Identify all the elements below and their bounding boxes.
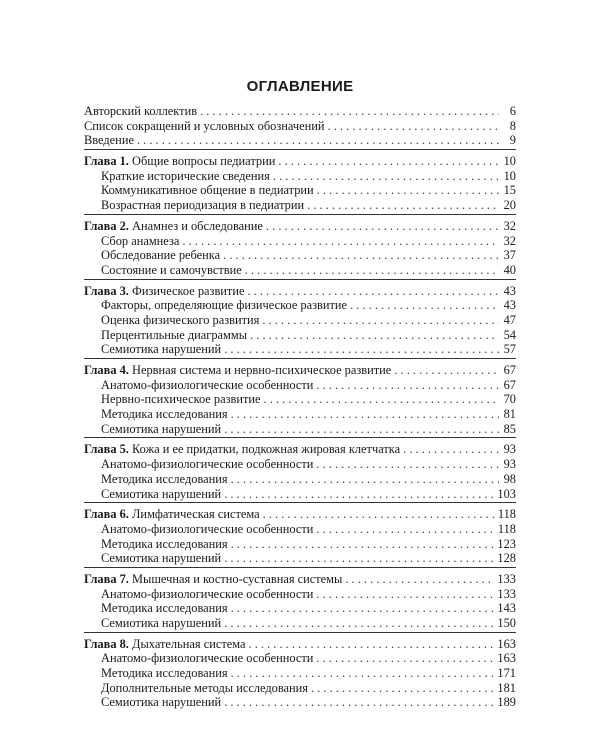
toc-entry-text	[101, 422, 221, 437]
toc-entry-text	[101, 695, 221, 710]
dot-leader	[247, 284, 499, 299]
toc-entry[interactable]	[84, 587, 516, 602]
page-number: 32	[503, 218, 516, 233]
page-number: 133	[497, 571, 516, 586]
dot-leader	[224, 422, 499, 437]
page-number: 133	[497, 586, 516, 601]
page-number: 9	[509, 133, 516, 148]
page-number: 37	[503, 248, 516, 263]
toc-entry-label: Анатомо-физиологические особенности	[101, 457, 314, 472]
chapter-number: Глава 2.	[84, 218, 129, 233]
page-number: 54	[503, 327, 516, 342]
page-number: 40	[503, 262, 516, 277]
toc-entry-text	[101, 248, 220, 263]
toc-entry[interactable]	[84, 198, 516, 213]
dot-leader	[317, 183, 499, 198]
toc-chapter-heading[interactable]	[84, 442, 516, 457]
toc-entry[interactable]	[84, 537, 516, 552]
toc-entry[interactable]	[84, 681, 516, 696]
dot-leader	[316, 651, 494, 666]
dot-leader	[328, 119, 499, 134]
toc-entry-label: Семиотика нарушений	[101, 616, 222, 630]
dot-leader	[249, 637, 495, 652]
toc-chapter-heading[interactable]	[84, 219, 516, 234]
page-number: 118	[497, 521, 516, 536]
toc-entry-label: Анатомо-физиологические особенности	[101, 651, 314, 666]
chapter-number: Глава 1.	[84, 154, 129, 169]
toc-chapter-block	[84, 149, 516, 214]
table-of-contents	[84, 104, 516, 711]
toc-entry[interactable]	[84, 392, 516, 407]
toc-entry-text	[101, 651, 313, 666]
page-number: 93	[503, 457, 516, 472]
page-number: 67	[503, 363, 516, 377]
toc-entry-label: Методика исследования	[101, 471, 228, 486]
toc-entry-text	[101, 234, 179, 249]
toc-front-matter-block	[84, 104, 516, 149]
toc-entry[interactable]	[84, 472, 516, 487]
page-number: 43	[503, 298, 516, 313]
dot-leader	[350, 298, 499, 313]
toc-entry-text	[101, 169, 270, 184]
toc-chapter-heading[interactable]	[84, 284, 516, 299]
page-number: 67	[503, 377, 516, 392]
page-number: 150	[497, 616, 516, 630]
page-number: 85	[503, 421, 516, 436]
dot-leader	[263, 507, 495, 522]
toc-entry-label: Нервная система и нервно-психическое развитие	[132, 363, 392, 377]
toc-entry-text	[84, 104, 197, 119]
dot-leader	[345, 572, 494, 587]
toc-entry[interactable]	[84, 666, 516, 681]
toc-entry-label: Методика исследования	[101, 601, 228, 616]
chapter-number: Глава 8.	[84, 636, 129, 651]
toc-entry[interactable]	[84, 248, 516, 263]
chapter-number: Глава 5.	[84, 442, 129, 457]
toc-entry[interactable]	[84, 407, 516, 422]
toc-entry-text	[101, 457, 313, 472]
toc-entry-label: Перцентильные диаграммы	[101, 327, 248, 342]
toc-entry-text	[84, 119, 325, 134]
toc-entry-label: Обследование ребенка	[101, 248, 221, 263]
toc-entry-text	[84, 154, 275, 169]
dot-leader	[250, 328, 499, 343]
page-number: 10	[503, 168, 516, 183]
toc-entry[interactable]	[84, 119, 516, 134]
toc-chapter-block	[84, 437, 516, 502]
dot-leader	[200, 104, 499, 119]
toc-entry[interactable]	[84, 183, 516, 198]
toc-chapter-block	[84, 502, 516, 567]
dot-leader	[266, 219, 499, 234]
toc-entry-label: Возрастная периодизация в педиатрии	[101, 198, 305, 213]
dot-leader	[264, 392, 499, 407]
page-number: 93	[503, 442, 516, 457]
toc-entry[interactable]	[84, 104, 516, 119]
toc-entry-label: Анамнез и обследование	[132, 218, 263, 233]
toc-entry-label: Мышечная и костно-суставная системы	[132, 571, 343, 586]
dot-leader	[316, 587, 494, 602]
toc-entry[interactable]	[84, 298, 516, 313]
page-number: 163	[497, 651, 516, 666]
chapter-number: Глава 4.	[84, 363, 129, 377]
toc-entry[interactable]	[84, 342, 516, 357]
toc-chapter-block	[84, 279, 516, 358]
page-number: 143	[497, 601, 516, 616]
dot-leader	[273, 169, 499, 184]
toc-entry-label: Авторский коллектив	[84, 104, 198, 118]
toc-entry-text	[101, 551, 221, 566]
toc-entry-label: Физическое развитие	[132, 283, 245, 298]
toc-entry[interactable]	[84, 234, 516, 249]
dot-leader	[231, 601, 495, 616]
toc-entry-label: Семиотика нарушений	[101, 551, 222, 566]
toc-chapter-block	[84, 214, 516, 279]
toc-entry-label: Оценка физического развития	[101, 312, 260, 327]
toc-entry-text	[101, 392, 261, 407]
page-number: 171	[497, 666, 516, 681]
toc-entry[interactable]	[84, 695, 516, 710]
page-number: 8	[509, 118, 516, 133]
toc-entry-text	[101, 681, 308, 696]
toc-chapter-heading[interactable]	[84, 637, 516, 652]
toc-entry-text	[84, 507, 260, 522]
toc-entry[interactable]	[84, 487, 516, 502]
toc-entry-text	[84, 572, 342, 587]
dot-leader	[307, 198, 499, 213]
toc-chapter-heading[interactable]	[84, 363, 516, 378]
toc-entry-label: Семиотика нарушений	[101, 421, 222, 436]
page-number: 20	[503, 198, 516, 213]
dot-leader	[223, 248, 499, 263]
toc-entry-label: Дыхательная система	[132, 636, 246, 651]
toc-entry-label: Краткие исторические сведения	[101, 168, 270, 183]
toc-entry-label: Кожа и ее придатки, подкожная жировая клетчатка	[132, 442, 401, 457]
toc-entry[interactable]	[84, 422, 516, 437]
toc-entry[interactable]	[84, 616, 516, 631]
toc-entry-text	[84, 284, 244, 299]
page-number: 57	[503, 342, 516, 357]
toc-entry-label: Семиотика нарушений	[101, 486, 222, 501]
toc-entry-label: Коммуникативное общение в педиатрии	[101, 183, 314, 198]
page-number: 181	[497, 680, 516, 695]
toc-entry-text	[101, 601, 228, 616]
toc-entry-label: Факторы, определяющие физическое развитие	[101, 298, 348, 313]
page-number: 32	[503, 233, 516, 248]
dot-leader	[278, 154, 499, 169]
toc-entry-text	[101, 666, 228, 681]
toc-entry-text	[101, 522, 313, 537]
toc-entry-text	[101, 328, 247, 343]
page-number: 10	[503, 154, 516, 169]
toc-entry-text	[101, 313, 259, 328]
toc-entry[interactable]	[84, 522, 516, 537]
page-number: 6	[509, 104, 516, 118]
toc-entry-text	[101, 342, 221, 357]
toc-chapter-heading[interactable]	[84, 572, 516, 587]
toc-entry-text	[101, 472, 228, 487]
toc-entry-text	[84, 133, 134, 148]
toc-entry[interactable]	[84, 133, 516, 148]
toc-chapter-block	[84, 358, 516, 437]
chapter-number: Глава 6.	[84, 507, 129, 522]
toc-chapter-block	[84, 632, 516, 711]
toc-entry[interactable]	[84, 551, 516, 566]
toc-entry-label: Список сокращений и условных обозначений	[84, 118, 325, 133]
dot-leader	[231, 407, 499, 422]
dot-leader	[262, 313, 499, 328]
toc-entry-label: Семиотика нарушений	[101, 342, 222, 357]
dot-leader	[316, 457, 499, 472]
toc-entry-text	[101, 537, 228, 552]
toc-entry-text	[101, 183, 314, 198]
dot-leader	[137, 133, 499, 148]
chapter-number: Глава 7.	[84, 571, 129, 586]
toc-chapter-block	[84, 567, 516, 632]
toc-entry-label: Состояние и самочувствие	[101, 262, 242, 277]
dot-leader	[224, 695, 494, 710]
page-title: ОГЛАВЛЕНИЕ	[246, 78, 354, 95]
toc-entry-label: Сбор анамнеза	[101, 233, 180, 248]
toc-entry-text	[84, 219, 263, 234]
toc-entry-text	[84, 442, 400, 457]
page-number: 43	[503, 283, 516, 298]
dot-leader	[224, 616, 494, 631]
toc-entry-label: Общие вопросы педиатрии	[132, 154, 276, 169]
toc-entry-label: Анатомо-физиологические особенности	[101, 377, 314, 392]
dot-leader	[231, 472, 499, 487]
toc-chapter-heading[interactable]	[84, 154, 516, 169]
toc-entry[interactable]	[84, 457, 516, 472]
toc-entry-label: Лимфатическая система	[132, 507, 260, 522]
dot-leader	[231, 666, 495, 681]
dot-leader	[394, 363, 499, 378]
toc-entry-text	[101, 587, 313, 602]
toc-entry[interactable]	[84, 601, 516, 616]
dot-leader	[245, 263, 499, 278]
toc-entry[interactable]	[84, 263, 516, 278]
toc-entry-text	[101, 198, 304, 213]
dot-leader	[224, 342, 499, 357]
toc-entry-text	[101, 616, 221, 631]
toc-entry-text	[101, 263, 242, 278]
page-number: 15	[503, 183, 516, 198]
page-number: 163	[497, 636, 516, 651]
chapter-number: Глава 3.	[84, 283, 129, 298]
toc-entry-label: Методика исследования	[101, 536, 228, 551]
dot-leader	[182, 234, 499, 249]
dot-leader	[231, 537, 495, 552]
dot-leader	[224, 551, 494, 566]
toc-entry[interactable]	[84, 169, 516, 184]
page-number: 118	[497, 507, 516, 522]
page-number: 81	[503, 407, 516, 422]
dot-leader	[403, 442, 499, 457]
toc-entry-label: Методика исследования	[101, 407, 228, 422]
page-number: 189	[497, 695, 516, 710]
toc-entry-label: Введение	[84, 133, 134, 148]
dot-leader	[316, 378, 499, 393]
toc-entry-text	[84, 363, 391, 378]
toc-entry[interactable]	[84, 651, 516, 666]
toc-entry-label: Семиотика нарушений	[101, 695, 222, 710]
toc-entry-text	[84, 637, 246, 652]
dot-leader	[311, 681, 494, 696]
toc-entry-label: Анатомо-физиологические особенности	[101, 521, 314, 536]
toc-entry-text	[101, 487, 221, 502]
page-number: 98	[503, 471, 516, 486]
toc-entry[interactable]	[84, 313, 516, 328]
page-number: 47	[503, 312, 516, 327]
page-number: 128	[497, 551, 516, 566]
toc-entry-text	[101, 407, 228, 422]
toc-entry-text	[101, 378, 313, 393]
toc-entry-label: Нервно-психическое развитие	[101, 392, 261, 407]
toc-entry-label: Дополнительные методы исследования	[101, 680, 309, 695]
toc-entry-text	[101, 298, 347, 313]
toc-entry[interactable]	[84, 378, 516, 393]
dot-leader	[224, 487, 494, 502]
toc-entry[interactable]	[84, 328, 516, 343]
toc-entry-label: Методика исследования	[101, 666, 228, 681]
dot-leader	[316, 522, 494, 537]
toc-chapter-heading[interactable]	[84, 507, 516, 522]
toc-entry-label: Анатомо-физиологические особенности	[101, 586, 314, 601]
page-number: 123	[497, 536, 516, 551]
page-number: 103	[497, 486, 516, 501]
page-number: 70	[503, 392, 516, 407]
